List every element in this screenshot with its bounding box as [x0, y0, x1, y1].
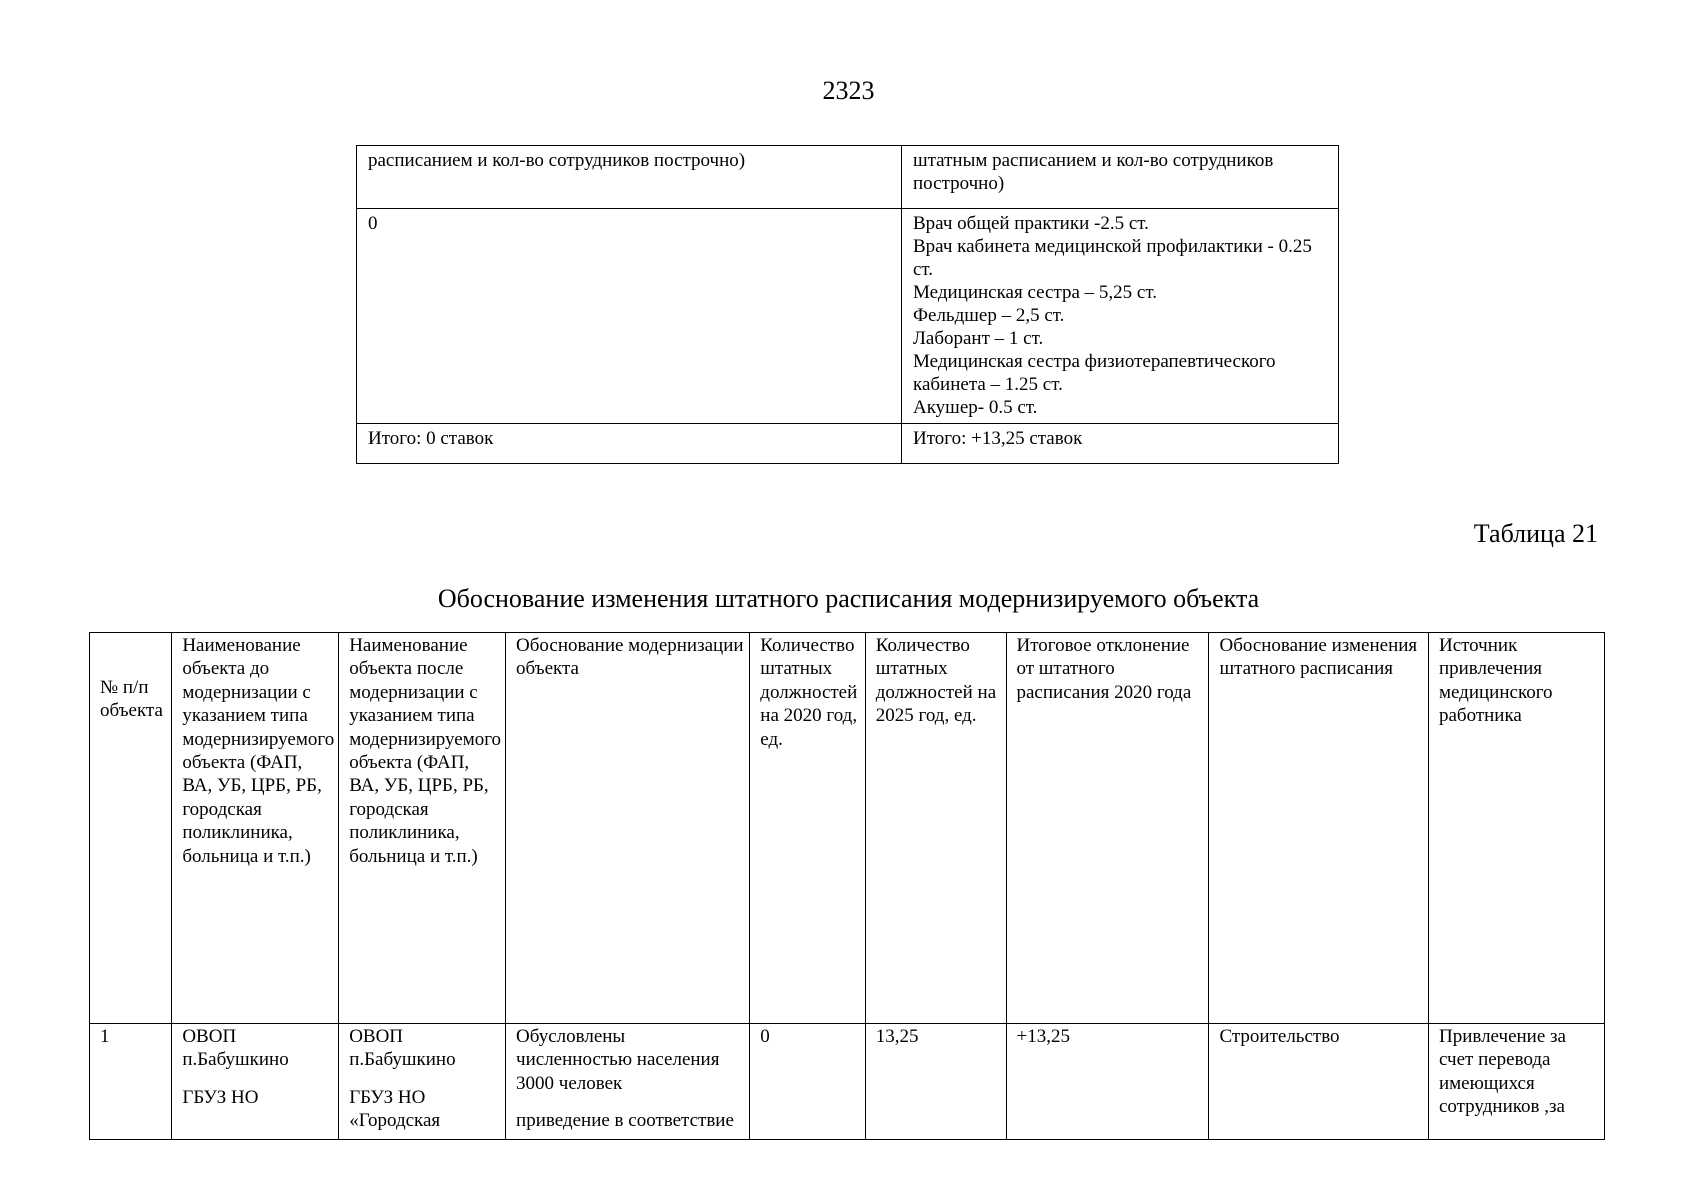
table-row: [357, 146, 1339, 209]
body-cell-left: 0: [357, 209, 902, 424]
cell-name-after: [339, 1024, 506, 1140]
page-number: 2323: [822, 76, 875, 105]
col-header-number: № п/п объекта: [90, 633, 172, 1024]
cell-source: [1428, 1024, 1604, 1140]
table-header-row: [90, 633, 1605, 1024]
col-header-name-after: Наименование объекта после модернизации с указанием типа модернизируемого объекта (ФАП, ВА, УБ, ЦРБ, РБ, городская поликлиника, больница и т.п.): [339, 633, 506, 1024]
staffing-justification-table: [89, 632, 1605, 1140]
staff-line: Фельдшер – 2,5 ст.: [913, 305, 1065, 326]
table-row: [357, 424, 1339, 464]
staff-line: Лаборант – 1 ст.: [913, 328, 1044, 349]
col-header-name-before: Наименование объекта до модернизации с указанием типа модернизируемого объекта (ФАП, ВА, УБ, ЦРБ, РБ, городская поликлиника, больница и т.п.): [172, 633, 339, 1024]
cell-name-before: [172, 1024, 339, 1140]
col-header-count-2025: Количество штатных должностей на 2025 год, ед.: [865, 633, 1006, 1024]
total-cell-left: Итого: 0 ставок: [357, 424, 902, 464]
cell-text: ОВОП п.Бабушкино: [182, 1026, 289, 1071]
cell-text: ГБУЗ НО «Городская: [349, 1086, 441, 1132]
col-header-change-reason: Обоснование изменения штатного расписания: [1209, 633, 1429, 1024]
cell-count-2020: 0: [750, 1024, 865, 1140]
cell-deviation: +13,25: [1006, 1024, 1209, 1140]
cell-text: Привлечение за счет перевода имеющихся сотрудников ,за: [1438, 1026, 1566, 1118]
col-header-deviation: Итоговое отклонение от штатного расписания 2020 года: [1006, 633, 1209, 1024]
staff-line: Врач общей практики -2.5 ст.: [913, 213, 1149, 234]
col-header-reason: Обоснование модернизации объекта: [506, 633, 750, 1024]
table-row: [90, 1024, 1605, 1140]
header-cell-left: расписанием и кол-во сотрудников построчно): [357, 146, 902, 209]
header-cell-right: штатным расписанием и кол-во сотрудников построчно): [902, 146, 1339, 209]
table-title: Обоснование изменения штатного расписания модернизируемого объекта: [437, 584, 1260, 613]
staffing-table-continued: [356, 145, 1339, 464]
cell-text: ГБУЗ НО: [182, 1086, 259, 1108]
cell-number: 1: [90, 1024, 172, 1140]
cell-text: приведение в соответствие: [516, 1110, 734, 1132]
table-number: Таблица 21: [1473, 519, 1598, 548]
body-cell-right: [902, 209, 1339, 424]
staff-line: Медицинская сестра физиотерапевтического кабинета – 1.25 ст.: [913, 351, 1276, 395]
cell-count-2025: 13,25: [865, 1024, 1006, 1140]
table-row: [357, 209, 1339, 424]
staff-line: Акушер- 0.5 ст.: [913, 397, 1038, 418]
cell-change-reason: Строительство: [1209, 1024, 1429, 1140]
cell-text: ОВОП п.Бабушкино: [349, 1026, 456, 1071]
staff-line: Врач кабинета медицинской профилактики - 0.25 ст.: [913, 236, 1312, 280]
col-header-source: Источник привлечения медицинского работника: [1428, 633, 1604, 1024]
cell-text: Обусловлены численностью населения 3000 человек: [516, 1026, 720, 1094]
cell-reason: [506, 1024, 750, 1140]
col-header-count-2020: Количество штатных должностей на 2020 год, ед.: [750, 633, 865, 1024]
staff-line: Медицинская сестра – 5,25 ст.: [913, 282, 1157, 303]
total-cell-right: Итого: +13,25 ставок: [902, 424, 1339, 464]
